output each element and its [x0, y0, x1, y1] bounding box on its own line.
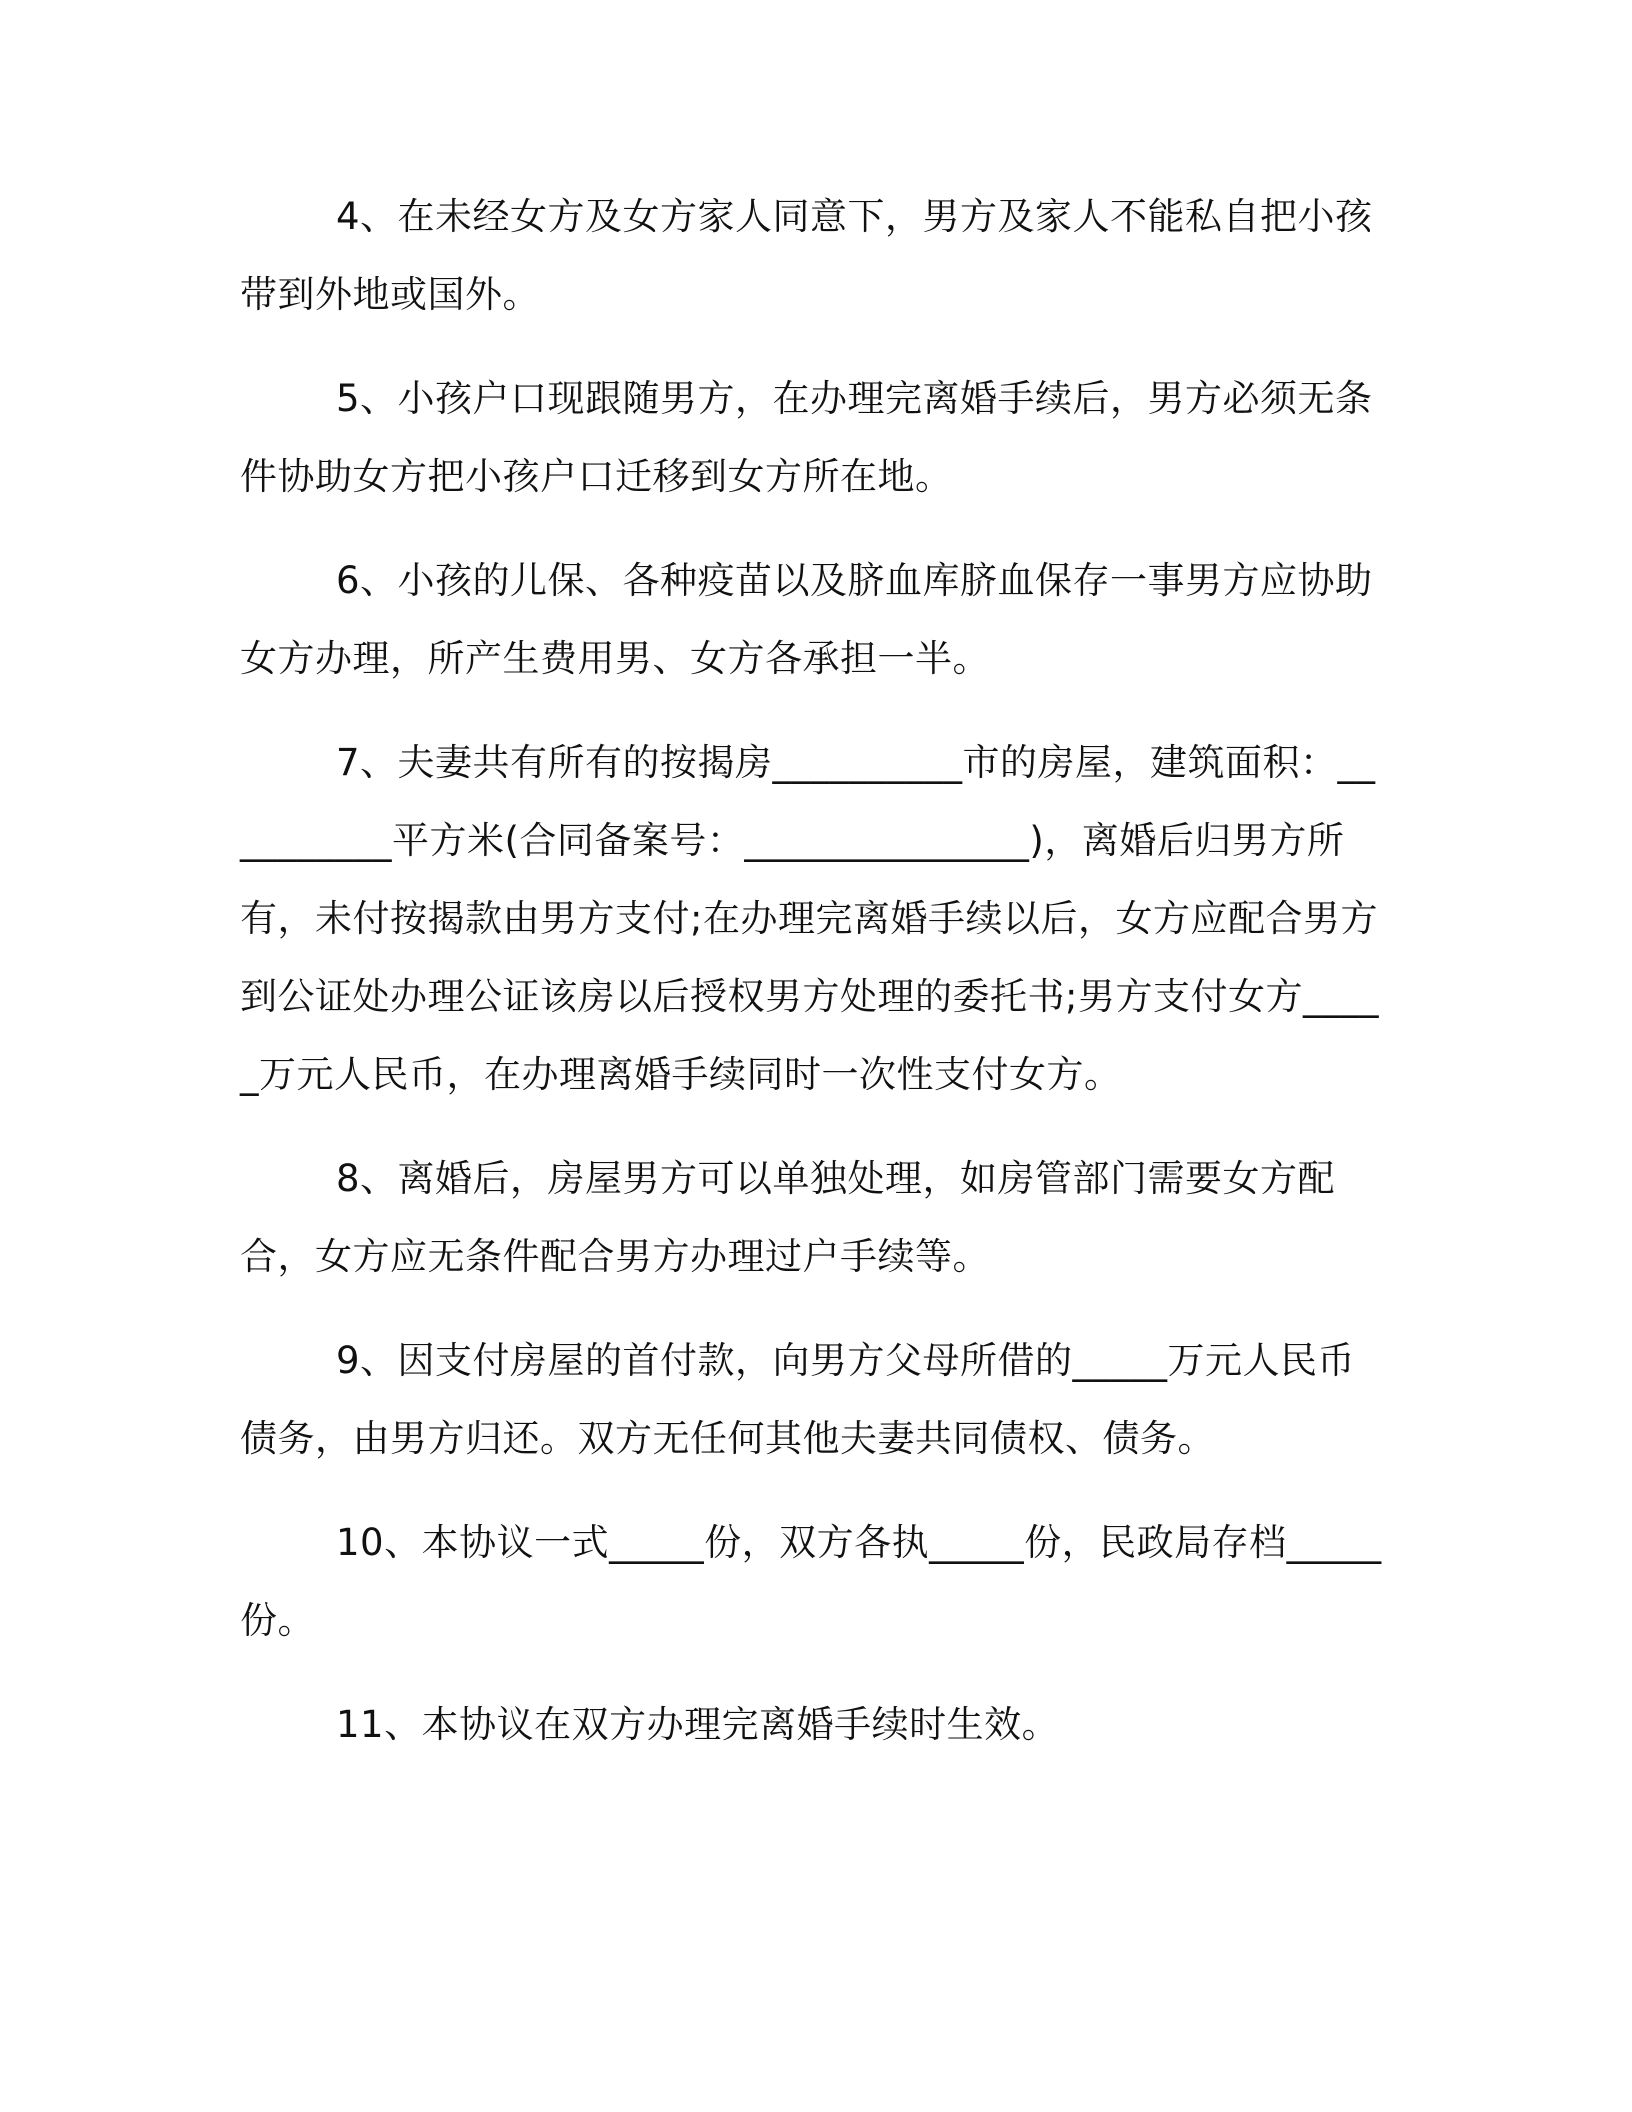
clause-9: 9、因支付房屋的首付款，向男方父母所借的_____万元人民币债务，由男方归还。双方无任何其他夫妻共同债权、债务。 — [240, 1339, 1356, 1460]
document-body — [240, 178, 1390, 1790]
clause-6: 6、小孩的儿保、各种疫苗以及脐血库脐血保存一事男方应协助女方办理，所产生费用男、女方各承担一半。 — [240, 559, 1373, 680]
clause-4: 4、在未经女方及女方家人同意下，男方及家人不能私自把小孩带到外地或国外。 — [240, 195, 1373, 316]
clause-10: 10、本协议一式_____份，双方各执_____份，民政局存档_____份。 — [240, 1521, 1382, 1642]
clause-5: 5、小孩户口现跟随男方，在办理完离婚手续后，男方必须无条件协助女方把小孩户口迁移到女方所在地。 — [240, 377, 1373, 498]
clause-7: 7、夫妻共有所有的按揭房__________市的房屋，建筑面积：__________平方米(合同备案号：_______________)，离婚后归男方所有，未付按揭款由男方支付;在办理完离婚手续以后，女方应配合男方到公证处办理公证该房以后授权男方处理的委托书;男方支付女方_____万元人民币，在办理离婚手续同时一次性支付女方。 — [240, 741, 1379, 1096]
clause-11: 11、本协议在双方办理完离婚手续时生效。 — [336, 1703, 1060, 1746]
clause-8: 8、离婚后，房屋男方可以单独处理，如房管部门需要女方配合，女方应无条件配合男方办理过户手续等。 — [240, 1157, 1336, 1278]
